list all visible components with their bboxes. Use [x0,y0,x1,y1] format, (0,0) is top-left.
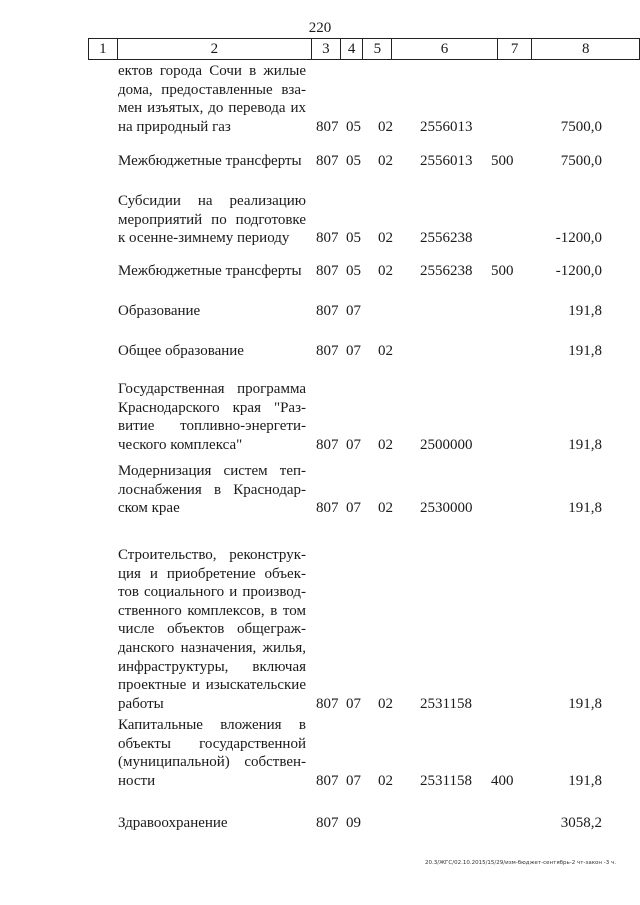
row-description-line: ственного комплексов, в том [118,602,306,619]
document-footer: 20.3/ЖГС/02.10.2015/15/29/изм-бюджет-сентябрь-2 чт-закон -3 ч. [425,860,616,866]
row-description-line: ческого комплекса" [118,436,243,453]
column-header-7: 7 [497,39,532,60]
row-cell-c8: 191,8 [568,695,602,712]
row-description-line: (муниципальной) собствен- [118,754,306,771]
row-cell-c8: 7500,0 [560,153,602,169]
row-description [118,716,306,790]
column-header-8: 8 [532,39,640,60]
column-header-6: 6 [392,39,498,60]
row-description-line: тов социального и производ- [118,584,306,601]
row-cell-c3: 807 [316,263,339,279]
row-description-line: проектные и изыскательские [118,677,306,694]
row-description-line: Здравоохранение [118,815,228,831]
row-description [118,546,306,713]
row-description-line: инфраструктуры, включая [118,658,306,675]
row-description-line: витие топливно-энергети- [118,418,306,435]
row-description [118,462,306,518]
row-cell-c6: 2531158 [420,772,472,789]
row-description-line: Строительство, реконструк- [118,547,306,563]
row-cell-c5: 02 [378,695,393,712]
row-cell-c6: 2530000 [420,500,473,517]
row-cell-c8: 191,8 [568,436,602,453]
column-header-4: 4 [340,39,363,60]
row-description [118,262,306,281]
row-cell-c5: 02 [378,153,393,169]
row-cell-c4: 05 [346,230,361,247]
row-cell-c3: 807 [316,153,339,169]
row-cell-c6: 2556238 [420,230,473,247]
row-description-line: мероприятий по подготовке [118,211,306,228]
row-cell-c8: 191,8 [568,343,602,359]
row-cell-c5: 02 [378,436,393,453]
row-cell-c4: 07 [346,436,361,453]
row-description-line: мен изъятых, до перевода их [118,100,306,117]
row-description-line: на природный газ [118,118,231,135]
row-description [118,380,306,454]
column-header-2: 2 [117,39,311,60]
row-cell-c4: 05 [346,118,361,135]
row-description-line: к осенне-зимнему периоду [118,230,290,247]
row-cell-c4: 05 [346,153,361,169]
row-cell-c3: 807 [316,436,339,453]
row-cell-c4: 07 [346,343,361,359]
row-description-line: данского назначения, жилья, [118,639,306,656]
row-cell-c4: 07 [346,772,361,789]
row-description-line: числе объектов общеграж- [118,621,306,638]
row-cell-c3: 807 [316,772,339,789]
row-cell-c8: -1200,0 [555,230,602,247]
row-cell-c4: 09 [346,815,361,831]
row-description [118,814,306,833]
row-cell-c6: 2556013 [420,153,473,169]
row-description-line: объекты государственной [118,735,306,752]
row-cell-c8: 191,8 [568,772,602,789]
row-cell-c6: 2556238 [420,263,473,279]
row-cell-c3: 807 [316,695,339,712]
column-header-3: 3 [312,39,341,60]
row-cell-c5: 02 [378,343,393,359]
row-description-line: ском крае [118,500,180,517]
column-header-row [89,39,640,60]
row-cell-c4: 05 [346,263,361,279]
row-cell-c6: 2531158 [420,695,472,712]
row-description [118,192,306,248]
row-cell-c8: -1200,0 [555,263,602,279]
row-description-line: Краснодарского края "Раз- [118,399,306,416]
row-description-line: Межбюджетные трансферты [118,153,302,169]
column-header-1: 1 [89,39,118,60]
row-cell-c6: 2500000 [420,436,473,453]
row-cell-c5: 02 [378,772,393,789]
row-cell-c3: 807 [316,815,339,831]
row-description [118,62,306,136]
row-description-line: лоснабжения в Краснодар- [118,481,306,498]
row-cell-c4: 07 [346,303,361,319]
row-cell-c3: 807 [316,303,339,319]
row-description-line: работы [118,695,164,712]
row-cell-c5: 02 [378,500,393,517]
row-cell-c8: 3058,2 [560,815,602,831]
row-cell-c7: 500 [491,153,514,169]
row-description-line: ности [118,772,156,789]
row-description-line: Межбюджетные трансферты [118,263,302,279]
row-description-line: Образование [118,303,201,319]
row-cell-c4: 07 [346,695,361,712]
row-description-line: Общее образование [118,343,244,359]
row-cell-c8: 7500,0 [560,118,602,135]
column-header-table [88,38,640,60]
row-description [118,152,306,171]
row-description-line: Капитальные вложения в [118,717,306,733]
row-cell-c5: 02 [378,118,393,135]
row-description-line: Модернизация систем теп- [118,463,306,479]
row-description-line: ектов города Сочи в жилые [118,63,306,79]
row-cell-c6: 2556013 [420,118,473,135]
row-cell-c3: 807 [316,230,339,247]
row-cell-c8: 191,8 [568,303,602,319]
row-description [118,302,306,321]
row-cell-c4: 07 [346,500,361,517]
column-header-5: 5 [363,39,392,60]
row-description-line: ция и приобретение объек- [118,565,306,582]
row-cell-c7: 500 [491,263,514,279]
row-cell-c3: 807 [316,118,339,135]
row-cell-c3: 807 [316,500,339,517]
row-description-line: Государственная программа [118,381,306,397]
row-description-line: дома, предоставленные вза- [118,81,306,98]
row-cell-c5: 02 [378,230,393,247]
row-description [118,342,306,361]
row-description-line: Субсидии на реализацию [118,193,306,209]
row-cell-c3: 807 [316,343,339,359]
page-number: 220 [308,20,332,36]
row-cell-c7: 400 [491,772,514,789]
row-cell-c5: 02 [378,263,393,279]
row-cell-c8: 191,8 [568,500,602,517]
